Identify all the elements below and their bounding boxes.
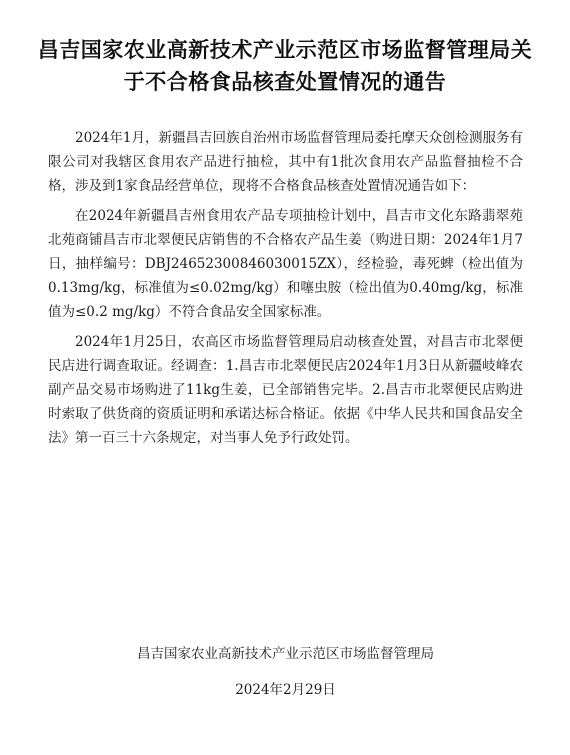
- issuer-name: 昌吉国家农业高新技术产业示范区市场监督管理局: [137, 646, 434, 662]
- signature-block: [48, 640, 523, 704]
- notice-body: [48, 126, 523, 456]
- issue-date: 2024年2月29日: [235, 682, 336, 698]
- paragraph-disposal: 2024年1月25日，农高区市场监督管理局启动核查处置，对昌吉市北翠便民店进行调查取证。经调查：1.昌吉市北翠便民店2024年1月3日从新疆岐峰农副产品交易市场购进了11kg生姜，已全部销售完毕。2.昌吉市北翠便民店购进时索取了供货商的资质证明和承诺达标合格证。依据《中华人民共和国食品安全法》第一百三十六条规定，对当事人免予行政处罚。: [48, 334, 523, 446]
- notice-title: 昌吉国家农业高新技术产业示范区市场监督管理局关于不合格食品核查处置情况的通告: [37, 38, 533, 94]
- paragraph-findings: 在2024年新疆昌吉州食用农产品专项抽检计划中，昌吉市文化东路翡翠苑北苑商铺昌吉市北翠便民店销售的不合格农产品生姜（购进日期：2024年1月7日，抽样编号：DBJ24652300846030015ZX），经检验，毒死蜱（检出值为0.13mg/kg，标准值为≤0.02mg/kg）和噻虫胺（检出值为0.40mg/kg，标准值为≤0.2 mg/kg）不符合食品安全国家标准。: [48, 208, 523, 320]
- paragraph-intro: 2024年1月，新疆昌吉回族自治州市场监督管理局委托摩天众创检测服务有限公司对我辖区食用农产品进行抽检，其中有1批次食用农产品监督抽检不合格，涉及到1家食品经营单位，现将不合格食品核查处置情况通告如下：: [48, 130, 523, 194]
